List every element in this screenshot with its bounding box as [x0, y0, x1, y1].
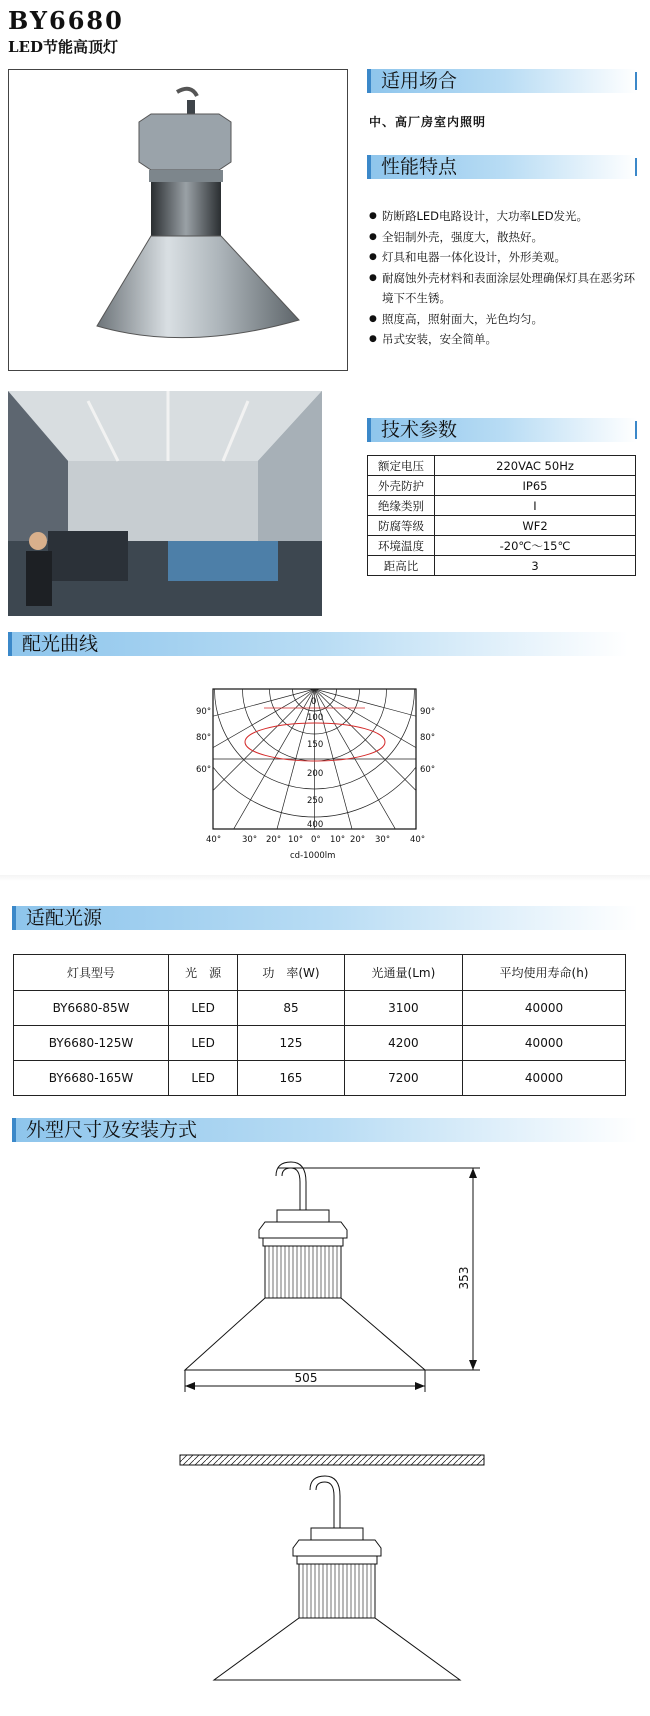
table-cell: BY6680-85W [14, 991, 169, 1026]
features-list [369, 206, 644, 350]
radial-label: 250 [307, 796, 324, 806]
table-cell: 7200 [344, 1061, 462, 1096]
polar-light-distribution-chart [180, 682, 450, 864]
feature-item: ● 灯具和电器一体化设计，外形美观。 [369, 247, 644, 268]
product-subtitle: LED节能高顶灯 [8, 38, 118, 56]
spec-label: 环境温度 [368, 536, 435, 556]
table-cell: BY6680-165W [14, 1061, 169, 1096]
product-model: BY6680 [8, 6, 124, 35]
height-dimension-label: 353 [457, 1266, 471, 1290]
feature-item: ● 防断路LED电路设计，大功率LED发光。 [369, 206, 644, 227]
radial-label: 100 [307, 713, 324, 723]
spec-value: 3 [435, 556, 636, 576]
table-cell: 40000 [463, 991, 626, 1026]
polar-spoke [315, 689, 451, 799]
table-cell: LED [169, 991, 238, 1026]
chart-unit-label: cd-1000lm [290, 851, 336, 861]
spec-value: WF2 [435, 516, 636, 536]
section-divider [0, 875, 650, 881]
table-cell: 40000 [463, 1026, 626, 1061]
bottom-angle-label: 30° [375, 835, 391, 845]
spec-value: I [435, 496, 636, 516]
column-header: 功 率(W) [238, 955, 345, 991]
column-header: 光 源 [169, 955, 238, 991]
table-row [368, 456, 636, 476]
table-row [14, 1026, 626, 1061]
table-cell: LED [169, 1061, 238, 1096]
bottom-angle-label: 10° [330, 835, 346, 845]
angle-label: 80° [420, 733, 436, 743]
feature-item: ● 照度高，照射面大，光色均匀。 [369, 309, 644, 330]
table-row [14, 991, 626, 1026]
radial-label: 150 [307, 740, 324, 750]
table-cell: 165 [238, 1061, 345, 1096]
section-features-header: 性能特点 [367, 155, 637, 179]
section-dimensions-header: 外型尺寸及安装方式 [12, 1118, 638, 1142]
product-photo [8, 69, 348, 371]
spec-value: -20℃～15℃ [435, 536, 636, 556]
table-cell: 4200 [344, 1026, 462, 1061]
table-row [368, 516, 636, 536]
angle-label: 80° [196, 733, 212, 743]
bottom-angle-label: 20° [350, 835, 366, 845]
width-dimension-label: 505 [294, 1371, 318, 1385]
installation-drawing [170, 1448, 490, 1686]
section-tech-header: 技术参数 [367, 418, 637, 442]
table-header-row [14, 955, 626, 991]
angle-label: 90° [420, 707, 436, 717]
table-row [368, 496, 636, 516]
installation-photo [8, 391, 322, 616]
spec-value: 220VAC 50Hz [435, 456, 636, 476]
table-row [368, 476, 636, 496]
spec-label: 外壳防护 [368, 476, 435, 496]
column-header: 平均使用寿命(h) [463, 955, 626, 991]
polar-spoke [180, 689, 315, 799]
bottom-angle-label: 10° [288, 835, 304, 845]
dimension-drawing [170, 1160, 490, 1400]
spec-label: 额定电压 [368, 456, 435, 476]
angle-label: 60° [420, 765, 436, 775]
radial-label: 200 [307, 769, 324, 779]
section-sources-header: 适配光源 [12, 906, 638, 930]
tech-spec-table [367, 455, 636, 576]
table-cell: 125 [238, 1026, 345, 1061]
table-row [14, 1061, 626, 1096]
bottom-angle-label: 40° [410, 835, 426, 845]
section-application-header: 适用场合 [367, 69, 637, 93]
feature-item: ● 全铝制外壳，强度大，散热好。 [369, 227, 644, 248]
application-text: 中、高厂房室内照明 [369, 115, 487, 129]
column-header: 光通量(Lm) [344, 955, 462, 991]
column-header: 灯具型号 [14, 955, 169, 991]
table-cell: 85 [238, 991, 345, 1026]
light-source-table [13, 954, 626, 1096]
section-curve-header: 配光曲线 [8, 632, 628, 656]
spec-value: IP65 [435, 476, 636, 496]
bottom-angle-label: 0° [311, 835, 321, 845]
radial-label: 0 [311, 697, 317, 707]
feature-item: ● 耐腐蚀外壳材料和表面涂层处理确保灯具在恶劣环境下不生锈。 [369, 268, 644, 309]
bottom-angle-label: 30° [242, 835, 258, 845]
table-cell: 3100 [344, 991, 462, 1026]
angle-label: 60° [196, 765, 212, 775]
table-cell: 40000 [463, 1061, 626, 1096]
table-row [368, 556, 636, 576]
radial-label: 400 [307, 820, 324, 830]
table-cell: BY6680-125W [14, 1026, 169, 1061]
angle-label: 90° [196, 707, 212, 717]
table-row [368, 536, 636, 556]
bottom-angle-label: 40° [206, 835, 222, 845]
feature-item: ● 吊式安装，安全简单。 [369, 329, 644, 350]
spec-label: 防腐等级 [368, 516, 435, 536]
spec-label: 绝缘类别 [368, 496, 435, 516]
bottom-angle-label: 20° [266, 835, 282, 845]
table-cell: LED [169, 1026, 238, 1061]
spec-label: 距高比 [368, 556, 435, 576]
